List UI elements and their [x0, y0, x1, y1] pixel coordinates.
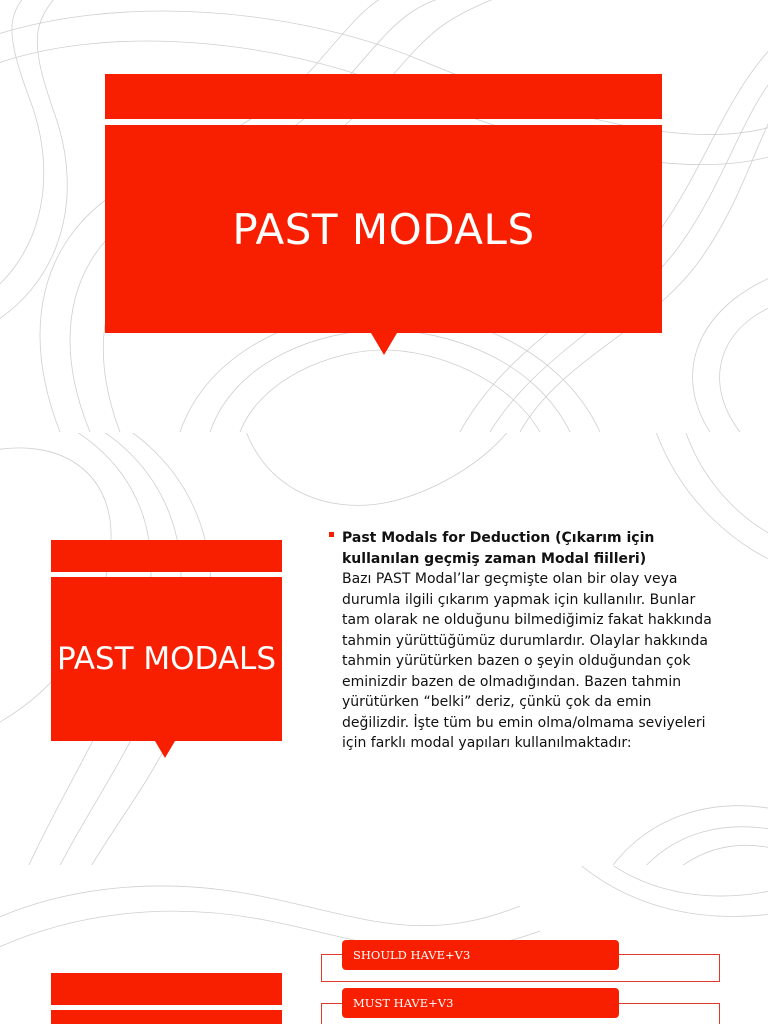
bullet-content [342, 528, 722, 754]
slide-2 [0, 433, 768, 865]
bullet-body: Bazı PAST Modal’lar geçmişte olan bir olay veya durumla ilgili çıkarım yapmak için kullanılır. Bunlar tam olarak ne olduğunu bilmediğimiz fakat hakkında tahmin yürüttüğümüz durumlardır. Olaylar hakkında tahmin yürütürken bazen o şeyin olduğundan çok eminizdir bazen de olmadığından. Bazen tahmin yürütürken “belki” deriz, çünkü çok da emin değilizdir. İşte tüm bu emin olma/olmama seviyeleri için farklı modal yapıları kullanılmaktadır: [342, 571, 712, 751]
item-label: MUST HAVE+V3 [353, 996, 454, 1010]
slide-3 [0, 866, 768, 1024]
bullet-heading: Past Modals for Deduction (Çıkarım için kullanılan geçmiş zaman Modal fiilleri) [342, 530, 655, 567]
title-top-band [51, 540, 282, 572]
title-box [51, 1010, 282, 1024]
item-pill [342, 988, 619, 1018]
title-pointer [371, 333, 397, 355]
slide-title: PAST MODALS [232, 204, 535, 254]
item-pill [342, 940, 619, 970]
slide-title: PAST MODALS [56, 641, 276, 677]
item-label: SHOULD HAVE+V3 [353, 948, 471, 962]
bullet-marker [329, 532, 334, 537]
title-pointer [155, 741, 175, 758]
slide-1 [0, 0, 768, 432]
title-top-band [105, 74, 662, 119]
title-top-band [51, 973, 282, 1005]
